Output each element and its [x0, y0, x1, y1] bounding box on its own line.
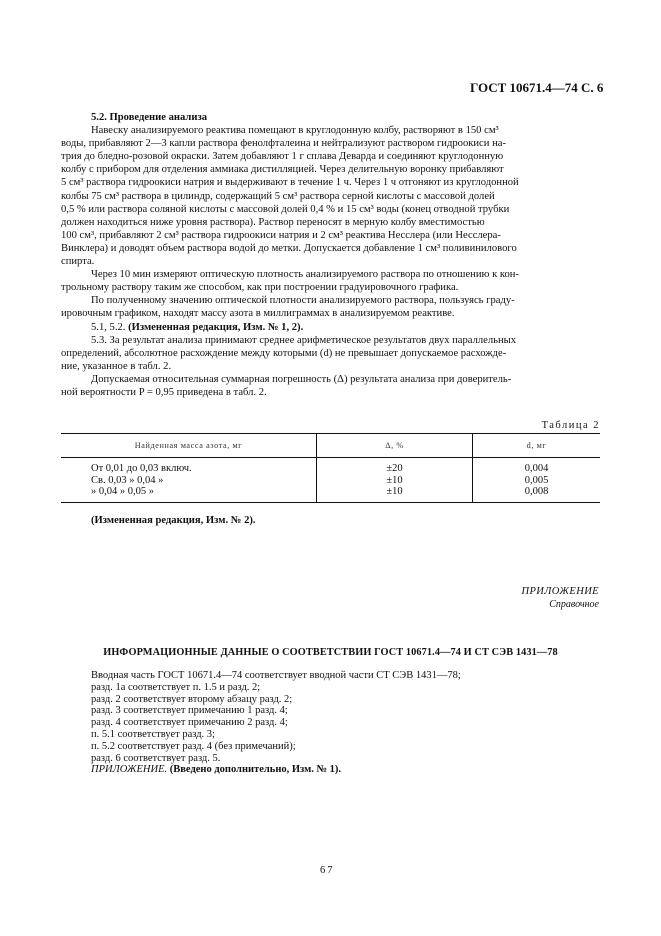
text-line: должен находиться ниже уровня раствора). Раствор переносят в мерную колбу вместимостью — [61, 216, 485, 228]
table-cell: ±10 — [386, 474, 403, 486]
table-header-delta: Δ, % — [316, 434, 472, 457]
text-line: ной вероятности P = 0,95 приведена в табл. 2. — [61, 386, 267, 398]
text-line: спирта. — [61, 256, 95, 268]
info-title: ИНФОРМАЦИОННЫЕ ДАННЫЕ О СООТВЕТСТВИИ ГОСТ 10671.4—74 И СТ СЭВ 1431—78 — [103, 647, 558, 658]
text-line: По полученному значению оптической плотности анализируемого раствора, пользуясь граду- — [91, 295, 515, 307]
info-line: разд. 2 соответствует второму абзацу разд. 2; — [91, 693, 293, 705]
section-5-2 — [61, 111, 599, 399]
table-2 — [61, 433, 600, 503]
paragraph-measurement — [61, 268, 599, 294]
text-line: определений, абсолютное расхождение между которыми (d) не превышает допускаемое расхожде- — [61, 347, 507, 359]
table-column-d — [472, 458, 600, 502]
info-line: Вводная часть ГОСТ 10671.4—74 соответствует вводной части СТ СЭВ 1431—78; — [91, 670, 461, 681]
table-column-mass — [61, 458, 316, 502]
text-line: Допускаемая относительная суммарная погрешность (Δ) результата анализа при доверитель- — [91, 373, 512, 385]
text-line: колбу с прибором для отделения аммиака дистилляцией. Через делительную воронку прибавляют — [61, 164, 504, 176]
info-line: п. 5.1 соответствует разд. 3; — [91, 728, 215, 740]
table-cell: От 0,01 до 0,03 включ. — [91, 463, 192, 474]
info-line: разд. 6 соответствует разд. 5. — [91, 752, 221, 764]
text-line: 100 см³, прибавляют 2 см³ раствора гидроокиси натрия и 2 см³ реактива Несслера (или Несслера- — [61, 229, 501, 241]
table-cell: ±10 — [386, 486, 403, 498]
paragraph-5-3 — [61, 334, 599, 373]
appendix-subtitle: Справочное — [549, 598, 599, 610]
info-appendix-ref: ПРИЛОЖЕНИЕ. — [91, 764, 168, 776]
text-line: 0,5 % или раствора соляной кислоты с массовой долей 0,4 % и 15 см³ воды (конец отводной трубки — [61, 203, 510, 215]
info-list — [91, 670, 600, 776]
amendment-note-1 — [61, 321, 599, 334]
table-header-d: d, мг — [472, 434, 600, 457]
appendix-label — [430, 586, 599, 611]
table-cell: 0,008 — [524, 486, 549, 498]
text-line: трия до бледно-розовой окраски. Затем добавляют 1 г сплава Деварда и соединяют круглодонную — [61, 151, 504, 163]
paragraph-calculation — [61, 294, 599, 320]
text-line: 5.3. За результат анализа принимают среднее арифметическое результатов двух параллельных — [91, 334, 517, 346]
text-line: воды, прибавляют 2—3 капли раствора фенолфталеина и нейтрализуют раствором гидроокиси на- — [61, 138, 506, 150]
paragraph-error — [61, 373, 599, 399]
page-header: ГОСТ 10671.4—74 С. 6 — [470, 80, 604, 95]
amendment-note-2: (Измененная редакция, Изм. № 2). — [91, 515, 256, 526]
text-line: ние, указанное в табл. 2. — [61, 360, 172, 372]
table-cell: ±20 — [386, 463, 403, 474]
info-line: п. 5.2 соответствует разд. 4 (без примечаний); — [91, 740, 296, 752]
paragraph-procedure — [61, 124, 599, 268]
text-line: Навеску анализируемого реактива помещают в круглодонную колбу, растворяют в 150 см³ — [91, 125, 499, 137]
table-caption: Таблица 2 — [541, 420, 600, 431]
text-line: 5 см³ раствора гидроокиси натрия и выдерживают в течение 1 ч. Через 1 ч отгоняют из круглодонной — [61, 177, 519, 189]
table-header-mass: Найденная масса азота, мг — [134, 441, 243, 450]
table-body — [61, 458, 600, 502]
text-line: Через 10 мин измеряют оптическую плотность анализируемого раствора по отношению к кон- — [91, 269, 519, 281]
info-line: разд. 3 соответствует примечанию 1 разд. 4; — [91, 705, 288, 717]
text-line: ировочным графиком, находят массу азота в миллиграммах в анализируемом реактиве. — [61, 308, 455, 320]
page-number: 67 — [320, 865, 335, 876]
info-amendment: (Введено дополнительно, Изм. № 1). — [169, 764, 342, 776]
info-line: разд. 4 соответствует примечанию 2 разд. 4; — [91, 717, 288, 729]
info-last-line — [91, 764, 600, 776]
text-line: Винклера) и доводят объем раствора водой до метки. Допускается добавление 1 см³ поливинилового — [61, 242, 517, 254]
amendment-text: (Измененная редакция, Изм. № 1, 2). — [128, 321, 304, 333]
table-cell: » 0,04 » 0,05 » — [91, 486, 154, 498]
text-line: трольному раствору таким же способом, как при построении градуировочного графика. — [61, 282, 459, 294]
table-column-delta — [316, 458, 472, 502]
table-cell: Св. 0,03 » 0,04 » — [91, 474, 164, 486]
table-cell: 0,004 — [524, 463, 549, 474]
info-line: разд. 1а соответствует п. 1.5 и разд. 2; — [91, 681, 261, 693]
amendment-prefix: 5.1, 5.2. — [91, 321, 129, 333]
section-heading: 5.2. Проведение анализа — [91, 112, 207, 123]
table-header-row — [61, 434, 600, 458]
text-line: колбы 75 см³ раствора в цилиндр, содержащий 5 см³ раствора серной кислоты с массовой долей — [61, 190, 495, 202]
appendix-title: ПРИЛОЖЕНИЕ — [521, 586, 599, 597]
table-cell: 0,005 — [524, 474, 549, 486]
